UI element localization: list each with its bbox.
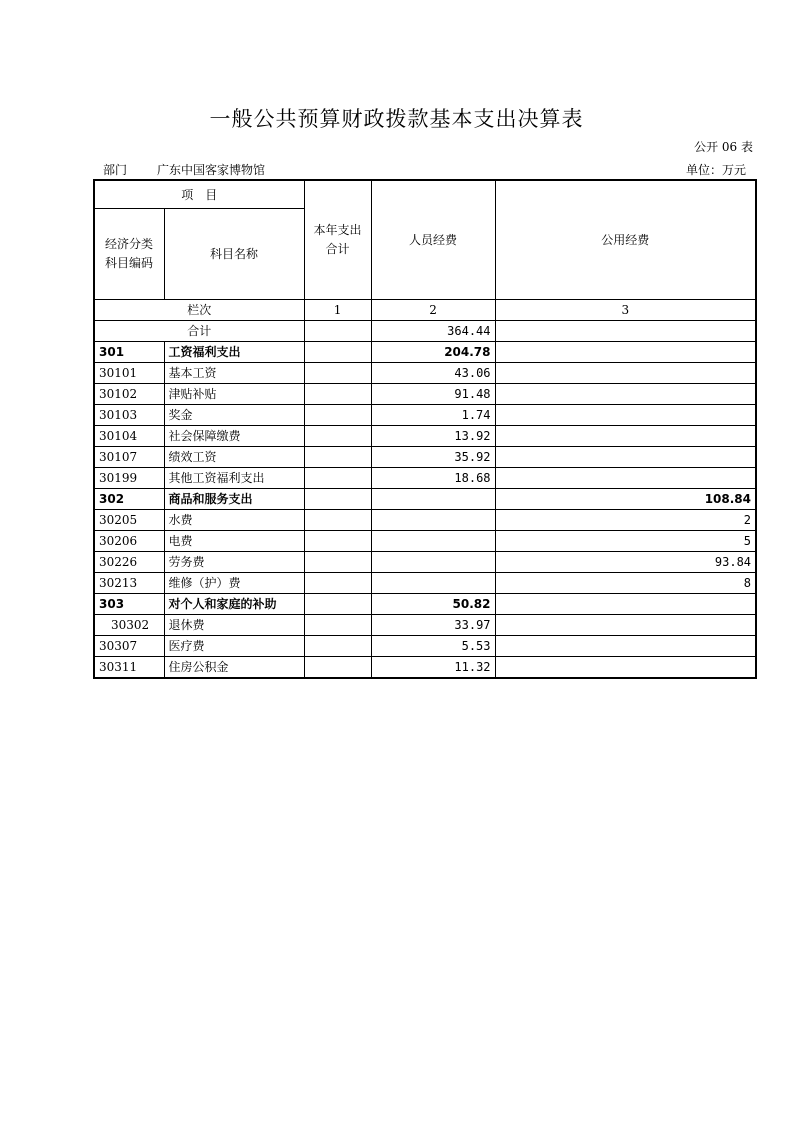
table-row xyxy=(94,384,756,405)
row-public xyxy=(495,468,756,489)
table-row xyxy=(94,636,756,657)
row-total xyxy=(304,426,371,447)
row-personnel: 35.92 xyxy=(371,447,495,468)
row-code: 30104 xyxy=(94,426,164,447)
row-personnel: 50.82 xyxy=(371,594,495,615)
table-row xyxy=(94,531,756,552)
sum-public xyxy=(495,321,756,342)
row-name: 绩效工资 xyxy=(164,447,304,468)
row-name: 维修（护）费 xyxy=(164,573,304,594)
header-public: 公用经费 xyxy=(495,180,756,300)
row-name: 工资福利支出 xyxy=(164,342,304,363)
row-code: 30102 xyxy=(94,384,164,405)
col-index-3: 3 xyxy=(495,300,756,321)
row-total xyxy=(304,489,371,510)
form-number: 公开 06 表 xyxy=(694,140,753,154)
row-total xyxy=(304,363,371,384)
row-public: 8 xyxy=(495,573,756,594)
row-personnel xyxy=(371,510,495,531)
row-personnel: 18.68 xyxy=(371,468,495,489)
header-code: 经济分类科目编码 xyxy=(94,209,164,300)
row-total xyxy=(304,594,371,615)
row-public xyxy=(495,426,756,447)
row-personnel: 43.06 xyxy=(371,363,495,384)
table-row xyxy=(94,573,756,594)
row-public: 5 xyxy=(495,531,756,552)
unit-label: 单位：万元 xyxy=(685,163,746,177)
table-row xyxy=(94,447,756,468)
table-row xyxy=(94,405,756,426)
department-label: 部门 xyxy=(103,163,128,177)
row-name: 劳务费 xyxy=(164,552,304,573)
row-name: 奖金 xyxy=(164,405,304,426)
row-name: 其他工资福利支出 xyxy=(164,468,304,489)
row-public: 93.84 xyxy=(495,552,756,573)
table-row xyxy=(94,615,756,636)
row-code: 30226 xyxy=(94,552,164,573)
row-code: 30205 xyxy=(94,510,164,531)
table-row xyxy=(94,510,756,531)
row-code: 302 xyxy=(94,489,164,510)
row-name: 津贴补贴 xyxy=(164,384,304,405)
header-total: 本年支出合计 xyxy=(304,180,371,300)
sum-personnel: 364.44 xyxy=(371,321,495,342)
row-personnel: 91.48 xyxy=(371,384,495,405)
table-row xyxy=(94,468,756,489)
row-public xyxy=(495,636,756,657)
table-row xyxy=(94,657,756,679)
row-personnel: 1.74 xyxy=(371,405,495,426)
row-name: 基本工资 xyxy=(164,363,304,384)
row-personnel: 13.92 xyxy=(371,426,495,447)
table-row xyxy=(94,342,756,363)
row-name: 社会保障缴费 xyxy=(164,426,304,447)
expenditure-table xyxy=(93,179,757,679)
row-personnel: 204.78 xyxy=(371,342,495,363)
page-title: 一般公共预算财政拨款基本支出决算表 xyxy=(209,107,584,131)
row-total xyxy=(304,447,371,468)
row-code: 301 xyxy=(94,342,164,363)
table-row xyxy=(94,489,756,510)
row-code: 30101 xyxy=(94,363,164,384)
table-row xyxy=(94,426,756,447)
row-name: 水费 xyxy=(164,510,304,531)
table-row xyxy=(94,594,756,615)
row-total xyxy=(304,531,371,552)
row-public xyxy=(495,615,756,636)
row-name: 电费 xyxy=(164,531,304,552)
header-name: 科目名称 xyxy=(164,209,304,300)
row-personnel xyxy=(371,489,495,510)
row-code: 30107 xyxy=(94,447,164,468)
header-item: 项 目 xyxy=(94,180,304,209)
row-total xyxy=(304,636,371,657)
row-public xyxy=(495,363,756,384)
row-name: 医疗费 xyxy=(164,636,304,657)
row-code: 303 xyxy=(94,594,164,615)
row-personnel xyxy=(371,531,495,552)
row-name: 退休费 xyxy=(164,615,304,636)
row-code: 30206 xyxy=(94,531,164,552)
table-row xyxy=(94,363,756,384)
row-code: 30307 xyxy=(94,636,164,657)
row-total xyxy=(304,405,371,426)
department-name: 广东中国客家博物馆 xyxy=(157,163,266,177)
header-personnel: 人员经费 xyxy=(371,180,495,300)
row-public xyxy=(495,657,756,679)
row-total xyxy=(304,342,371,363)
row-public: 108.84 xyxy=(495,489,756,510)
row-total xyxy=(304,468,371,489)
col-index-label: 栏次 xyxy=(94,300,304,321)
row-personnel: 5.53 xyxy=(371,636,495,657)
row-total xyxy=(304,573,371,594)
row-total xyxy=(304,657,371,679)
row-name: 住房公积金 xyxy=(164,657,304,679)
row-public xyxy=(495,342,756,363)
row-code: 30199 xyxy=(94,468,164,489)
row-public xyxy=(495,384,756,405)
col-index-1: 1 xyxy=(304,300,371,321)
row-personnel: 33.97 xyxy=(371,615,495,636)
row-personnel xyxy=(371,573,495,594)
row-code: 30302 xyxy=(94,615,164,636)
row-code: 30311 xyxy=(94,657,164,679)
row-code: 30213 xyxy=(94,573,164,594)
row-public xyxy=(495,447,756,468)
row-personnel: 11.32 xyxy=(371,657,495,679)
row-public xyxy=(495,405,756,426)
row-name: 商品和服务支出 xyxy=(164,489,304,510)
row-code: 30103 xyxy=(94,405,164,426)
row-total xyxy=(304,615,371,636)
table-row xyxy=(94,552,756,573)
row-total xyxy=(304,384,371,405)
row-public: 2 xyxy=(495,510,756,531)
row-total xyxy=(304,552,371,573)
col-index-2: 2 xyxy=(371,300,495,321)
sum-total xyxy=(304,321,371,342)
sum-label: 合计 xyxy=(94,321,304,342)
row-total xyxy=(304,510,371,531)
row-personnel xyxy=(371,552,495,573)
row-name: 对个人和家庭的补助 xyxy=(164,594,304,615)
row-public xyxy=(495,594,756,615)
